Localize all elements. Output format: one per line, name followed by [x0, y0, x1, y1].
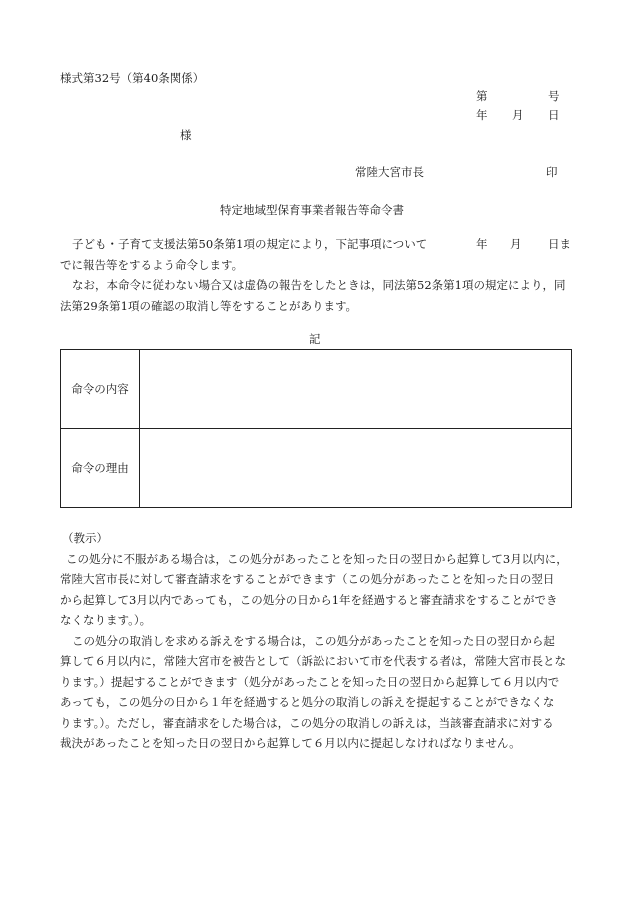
- notice-heading: （教示）: [62, 531, 108, 545]
- row-value-reason: [140, 429, 572, 508]
- notice-line: ります。）提起することができます（処分があったことを知った日の翌日から起算して６月以内で: [60, 674, 560, 689]
- table-row: [61, 429, 572, 508]
- document-title: 特定地域型保育事業者報告等命令書: [220, 203, 404, 217]
- notice-section: [60, 528, 572, 754]
- table-row: [61, 350, 572, 429]
- date-year: 年: [476, 108, 488, 122]
- row-label-content: 命令の内容: [61, 350, 140, 429]
- body-para1-day: 日ま: [548, 237, 571, 251]
- notice-line: 常陸大宮市長に対して審査請求をすることができます（この処分があったことを知った日の翌日: [60, 572, 555, 586]
- ki-heading: 記: [309, 332, 321, 346]
- notice-line: 裁決があったことを知った日の翌日から起算して６月以内に提起しなければなりません。: [60, 736, 521, 750]
- body-para1-line2: でに報告等をするよう命令します。: [60, 257, 244, 272]
- number-dai: 第: [476, 89, 488, 103]
- date-month: 月: [512, 108, 524, 122]
- addressee-suffix: 様: [180, 128, 192, 142]
- issuer-title: 常陸大宮市長: [355, 165, 424, 179]
- seal-mark: 印: [546, 165, 558, 179]
- row-value-content: [140, 350, 572, 429]
- order-table: [60, 349, 572, 508]
- body-para1-month: 月: [510, 237, 522, 251]
- form-id: 様式第32号（第40条関係）: [60, 71, 205, 85]
- body-text: [60, 234, 572, 316]
- notice-line: この処分に不服がある場合は，この処分があったことを知った日の翌日から起算して3月以内に，: [66, 551, 568, 566]
- notice-line: あっても，この処分の日から１年を経過すると処分の取消しの訴えを提起することができなくな: [60, 695, 555, 709]
- body-para1-year: 年: [476, 237, 488, 251]
- body-para2-line2: 法第29条第1項の確認の取消し等をすることがあります。: [60, 298, 358, 313]
- notice-line: から起算して3月以内であっても，この処分の日から1年を経過すると審査請求をすることができ: [60, 592, 558, 607]
- number-go: 号: [548, 89, 560, 103]
- notice-line: なくなります。）。: [60, 613, 152, 627]
- row-label-reason: 命令の理由: [61, 429, 140, 508]
- notice-line: 算して６月以内に，常陸大宮市を被告として（訴訟において市を代表する者は，常陸大宮市長とな: [60, 654, 566, 668]
- notice-line: ります。）。ただし，審査請求をした場合は，この処分の取消しの訴えは，当該審査請求に対する: [60, 715, 554, 730]
- body-para1-line1: 子ども・子育て支援法第50条第1項の規定により，下記事項について: [72, 237, 428, 251]
- notice-line: この処分の取消しを求める訴えをする場合は，この処分があったことを知った日の翌日から起: [72, 633, 555, 648]
- date-day: 日: [548, 108, 560, 122]
- body-para2-line1: なお，本命令に従わない場合又は虚偽の報告をしたときは，同法第52条第1項の規定により，同: [72, 278, 566, 292]
